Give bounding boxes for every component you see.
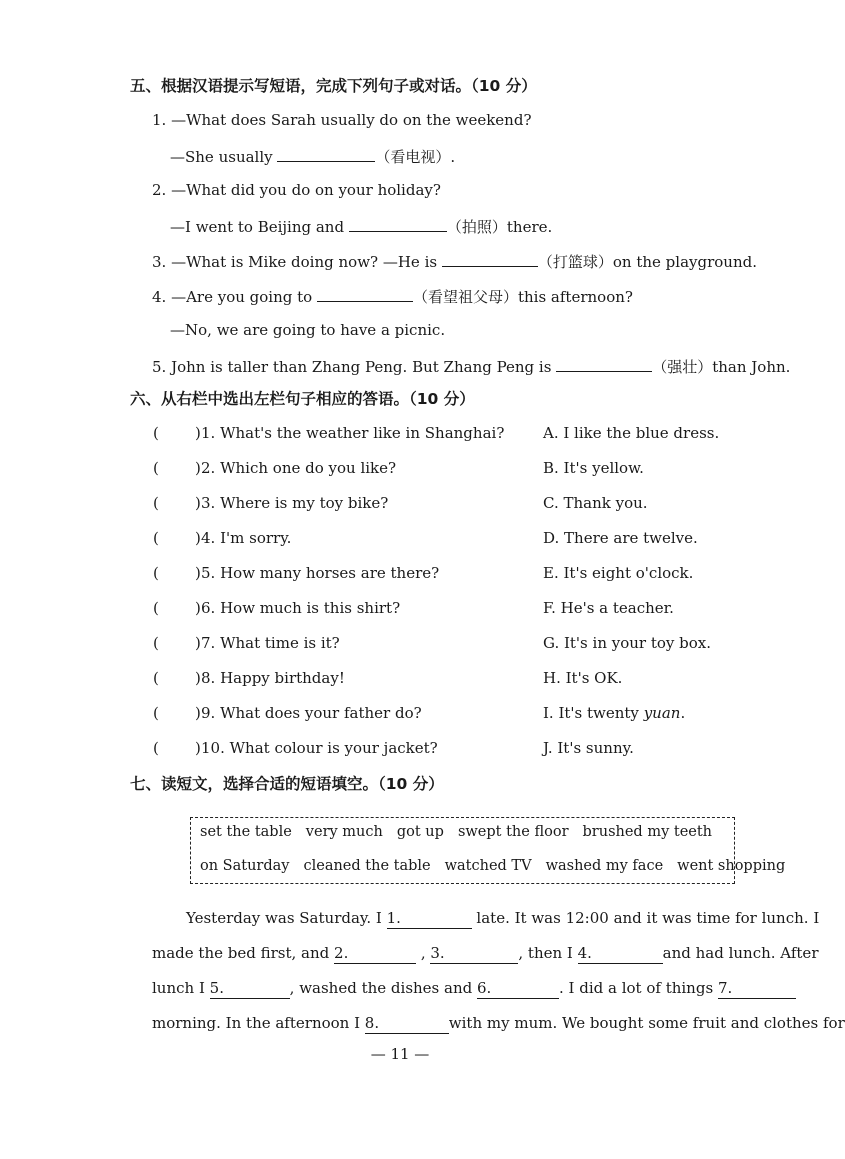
passage-line-3 bbox=[152, 978, 796, 999]
s5-q2-line1: 2. —What did you do on your holiday? bbox=[152, 181, 441, 199]
answer-option-italic: yuan bbox=[643, 704, 681, 722]
answer-paren-close: ) bbox=[195, 704, 201, 722]
passage-text: , bbox=[420, 944, 426, 962]
answer-slot[interactable] bbox=[163, 599, 193, 619]
s5-q5-suffix: than John. bbox=[712, 358, 791, 376]
answer-option: F. He's a teacher. bbox=[543, 599, 674, 617]
answer-paren-close: ) bbox=[195, 529, 201, 547]
answer-slot[interactable] bbox=[163, 494, 193, 514]
answer-option: D. There are twelve. bbox=[543, 529, 698, 547]
s5-q4-line1 bbox=[152, 285, 633, 307]
answer-option: H. It's OK. bbox=[543, 669, 623, 687]
blank-number: 3. bbox=[430, 944, 445, 962]
blank-number: 2. bbox=[334, 944, 349, 962]
question-item: 10. What colour is your jacket? bbox=[201, 739, 438, 757]
s5-q5-hint: （强壮） bbox=[652, 358, 713, 376]
answer-option bbox=[543, 704, 685, 722]
phrase-item: very much bbox=[305, 824, 383, 840]
passage-blank-5[interactable] bbox=[210, 978, 290, 999]
passage-text: lunch I bbox=[152, 979, 205, 997]
answer-slot[interactable] bbox=[163, 704, 193, 724]
answer-paren-open: ( bbox=[153, 704, 159, 722]
passage-text: morning. In the afternoon I bbox=[152, 1014, 361, 1032]
answer-option: E. It's eight o'clock. bbox=[543, 564, 694, 582]
question-item: 7. What time is it? bbox=[201, 634, 340, 652]
blank-number: 4. bbox=[577, 944, 592, 962]
phrase-item: went shopping bbox=[677, 858, 786, 874]
answer-option: B. It's yellow. bbox=[543, 459, 644, 477]
answer-paren-close: ) bbox=[195, 634, 201, 652]
answer-option: C. Thank you. bbox=[543, 494, 648, 512]
s5-q4-prefix: 4. —Are you going to bbox=[152, 288, 313, 306]
answer-slot[interactable] bbox=[163, 529, 193, 549]
answer-slot[interactable] bbox=[163, 564, 193, 584]
passage-blank-4[interactable] bbox=[578, 943, 663, 964]
answer-paren-open: ( bbox=[153, 739, 159, 757]
blank-number: 7. bbox=[717, 979, 733, 997]
s5-q4-hint: （看望祖父母） bbox=[412, 288, 518, 306]
s5-q3-prefix: 3. —What is Mike doing now? —He is bbox=[152, 253, 438, 271]
answer-paren-open: ( bbox=[153, 669, 159, 687]
passage-text: . I did a lot of things bbox=[559, 979, 714, 997]
s5-q5 bbox=[152, 355, 790, 377]
passage-line-1 bbox=[186, 908, 819, 929]
question-item: 9. What does your father do? bbox=[201, 704, 422, 722]
answer-slot[interactable] bbox=[163, 739, 193, 759]
page-number: — 11 — bbox=[370, 1045, 430, 1063]
answer-paren-close: ) bbox=[195, 424, 201, 442]
answer-slot[interactable] bbox=[163, 669, 193, 689]
phrase-item: watched TV bbox=[444, 858, 532, 874]
question-item: 8. Happy birthday! bbox=[201, 669, 345, 687]
answer-paren-open: ( bbox=[153, 494, 159, 512]
answer-slot[interactable] bbox=[163, 424, 193, 444]
question-item: 5. How many horses are there? bbox=[201, 564, 440, 582]
s5-q4-line2: —No, we are going to have a picnic. bbox=[170, 321, 446, 339]
s5-q2-blank[interactable] bbox=[349, 215, 447, 232]
blank-number: 8. bbox=[364, 1014, 380, 1032]
question-item: 4. I'm sorry. bbox=[201, 529, 292, 547]
phrase-item: got up bbox=[396, 824, 444, 840]
s5-q5-prefix: 5. John is taller than Zhang Peng. But Zhang Peng is bbox=[152, 358, 552, 376]
passage-blank-7[interactable] bbox=[718, 978, 796, 999]
answer-paren-open: ( bbox=[153, 529, 159, 547]
s5-q2-prefix: —I went to Beijing and bbox=[170, 218, 345, 236]
s5-q1-blank[interactable] bbox=[277, 145, 375, 162]
passage-blank-8[interactable] bbox=[365, 1013, 449, 1034]
section6-heading: 六、从右栏中选出左栏句子相应的答语。（10 分） bbox=[130, 390, 475, 408]
blank-number: 5. bbox=[209, 979, 224, 997]
answer-paren-close: ) bbox=[195, 739, 201, 757]
passage-line-2 bbox=[152, 943, 818, 964]
answer-paren-open: ( bbox=[153, 564, 159, 582]
passage-text: Yesterday was Saturday. I bbox=[186, 909, 382, 927]
answer-paren-close: ) bbox=[195, 669, 201, 687]
passage-blank-2[interactable] bbox=[334, 943, 416, 964]
answer-option: G. It's in your toy box. bbox=[543, 634, 712, 652]
answer-option: J. It's sunny. bbox=[543, 739, 634, 757]
answer-option-text: I. It's twenty bbox=[543, 704, 644, 722]
passage-line-4 bbox=[152, 1013, 845, 1034]
s5-q1-line1: 1. —What does Sarah usually do on the weekend? bbox=[152, 111, 532, 129]
passage-text: with my mum. We bought some fruit and clothes for bbox=[448, 1014, 845, 1032]
phrase-bank-row-1 bbox=[200, 824, 726, 840]
passage-blank-6[interactable] bbox=[477, 978, 559, 999]
passage-text: made the bed first, and bbox=[152, 944, 330, 962]
passage-blank-3[interactable] bbox=[430, 943, 518, 964]
s5-q3-hint: （打篮球） bbox=[537, 253, 613, 271]
s5-q5-blank[interactable] bbox=[556, 355, 652, 372]
passage-text: and had lunch. After bbox=[662, 944, 819, 962]
phrase-item: brushed my teeth bbox=[582, 824, 713, 840]
question-item: 3. Where is my toy bike? bbox=[201, 494, 389, 512]
blank-number: 6. bbox=[477, 979, 492, 997]
phrase-item: swept the floor bbox=[457, 824, 569, 840]
answer-paren-close: ) bbox=[195, 599, 201, 617]
section7-heading: 七、读短文，选择合适的短语填空。（10 分） bbox=[130, 775, 444, 793]
answer-option: A. I like the blue dress. bbox=[543, 424, 720, 442]
passage-text: , washed the dishes and bbox=[289, 979, 473, 997]
s5-q2-line2 bbox=[170, 215, 552, 237]
answer-paren-close: ) bbox=[195, 459, 201, 477]
question-item: 2. Which one do you like? bbox=[201, 459, 397, 477]
s5-q4-blank[interactable] bbox=[317, 285, 413, 302]
s5-q4-suffix: this afternoon? bbox=[517, 288, 633, 306]
s5-q2-hint: （拍照） bbox=[446, 218, 507, 236]
passage-text: , then I bbox=[518, 944, 573, 962]
answer-paren-open: ( bbox=[153, 424, 159, 442]
phrase-bank-row-2 bbox=[200, 858, 785, 874]
s5-q2-suffix: there. bbox=[506, 218, 553, 236]
passage-text: late. It was 12:00 and it was time for lunch. I bbox=[476, 909, 820, 927]
s5-q3-suffix: on the playground. bbox=[612, 253, 757, 271]
phrase-item: set the table bbox=[200, 824, 292, 840]
answer-paren-open: ( bbox=[153, 599, 159, 617]
section5-heading: 五、根据汉语提示写短语，完成下列句子或对话。（10 分） bbox=[130, 77, 537, 95]
answer-option-end: . bbox=[680, 704, 686, 722]
answer-slot[interactable] bbox=[163, 634, 193, 654]
s5-q1-prefix: —She usually bbox=[170, 148, 273, 166]
s5-q3-blank[interactable] bbox=[442, 250, 538, 267]
question-item: 1. What's the weather like in Shanghai? bbox=[201, 424, 505, 442]
s5-q1-line2 bbox=[170, 145, 455, 167]
answer-paren-open: ( bbox=[153, 459, 159, 477]
s5-q1-hint: （看电视） bbox=[375, 148, 451, 166]
phrase-item: on Saturday bbox=[200, 858, 290, 874]
blank-number: 1. bbox=[386, 909, 401, 927]
answer-paren-open: ( bbox=[153, 634, 159, 652]
s5-q1-suffix: . bbox=[450, 148, 456, 166]
answer-paren-close: ) bbox=[195, 564, 201, 582]
passage-blank-1[interactable] bbox=[387, 908, 472, 929]
phrase-item: cleaned the table bbox=[303, 858, 431, 874]
phrase-item: washed my face bbox=[545, 858, 664, 874]
answer-slot[interactable] bbox=[163, 459, 193, 479]
phrase-bank bbox=[190, 817, 786, 884]
s5-q3 bbox=[152, 250, 757, 272]
answer-paren-close: ) bbox=[195, 494, 201, 512]
question-item: 6. How much is this shirt? bbox=[201, 599, 401, 617]
